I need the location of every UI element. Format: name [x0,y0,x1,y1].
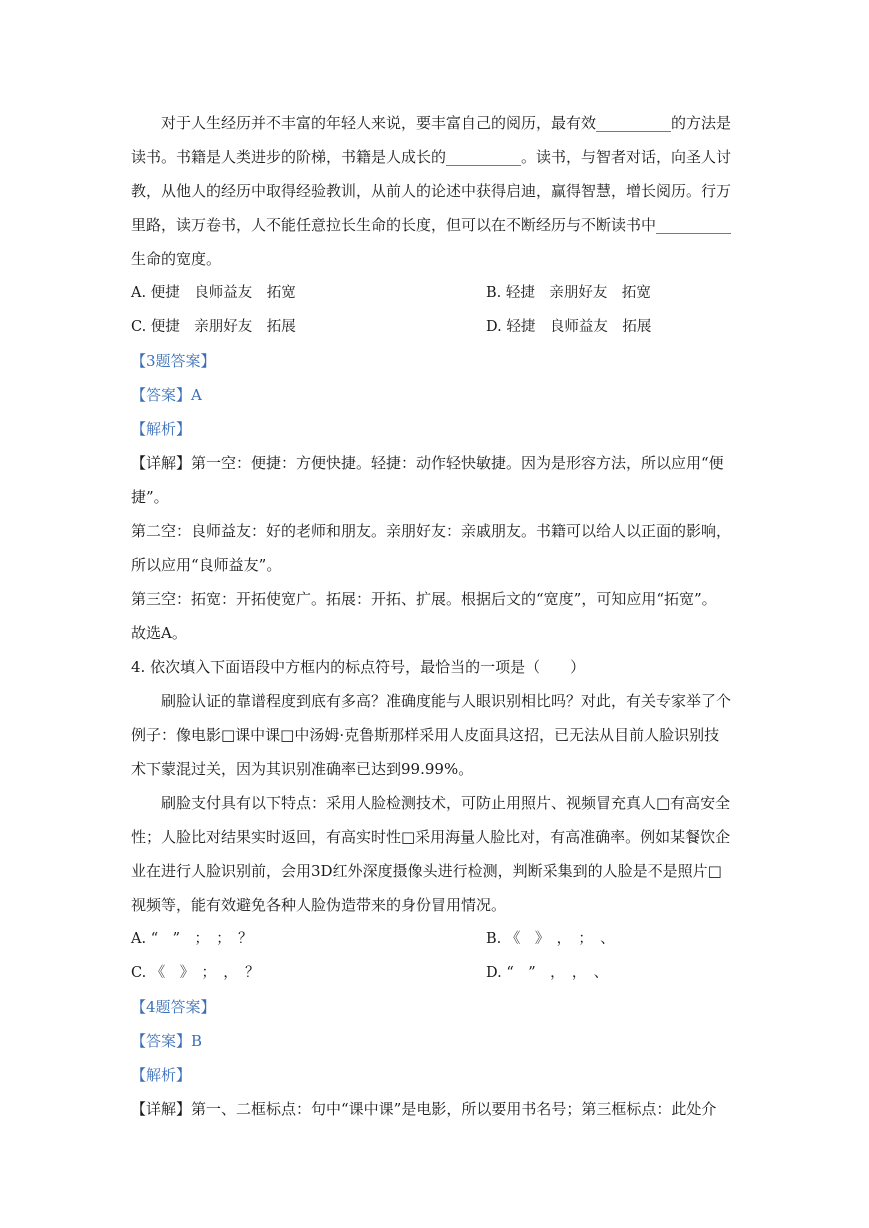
q3-answer-line: 【答案】A [131,386,202,404]
q3-detail-line: 故选A。 [131,624,187,642]
q4-passage2-line: 刷脸支付具有以下特点：采用人脸检测技术，可防止用照片、视频冒充真人□有高安全 [161,794,731,812]
q3-passage-line: 教，从他人的经历中取得经验教训，从前人的论述中获得启迪，赢得智慧，增长阅历。行万 [131,182,732,200]
q4-option-a: A. “ ” ； ； ？ [131,931,253,947]
q3-passage-line: 读书。书籍是人类进步的阶梯，书籍是人成长的__________。读书，与智者对话，向圣人讨 [131,148,732,166]
q3-detail-line: 所以应用“良师益友”。 [131,556,282,574]
q4-passage2-line: 业在进行人脸识别前，会用3D红外深度摄像头进行检测，判断采集到的人脸是不是照片□ [131,862,722,880]
q3-detail-line: 【详解】第一空：便捷：方便快捷。轻捷：动作轻快敏捷。因为是形容方法，所以应用“便 [131,454,724,472]
q4-passage1-line: 例子：像电影□课中课□中汤姆·克鲁斯那样采用人皮面具这招，已无法从目前人脸识别技 [131,726,720,744]
q3-option-d: D. 轻捷 良师益友 拓展 [486,319,652,335]
q4-passage1-line: 术下蒙混过关，因为其识别准确率已达到99.99%。 [131,760,474,778]
q3-answer-header: 【3题答案】 [131,352,216,370]
q4-answer-header: 【4题答案】 [131,998,216,1016]
q4-stem: 4. 依次填入下面语段中方框内的标点符号，最恰当的一项是（ ） [131,658,586,676]
q3-option-b: B. 轻捷 亲朋好友 拓宽 [486,285,651,301]
q4-detail-line: 【详解】第一、二框标点：句中“课中课”是电影，所以要用书名号；第三框标点：此处介 [131,1100,717,1118]
q4-passage1-line: 刷脸认证的靠谱程度到底有多高？准确度能与人眼识别相比吗？对此，有关专家举了个 [161,692,732,710]
q4-option-d: D. “ ” ， ， 、 [486,965,609,981]
q3-passage-line: 生命的宽度。 [131,250,222,268]
q3-analysis-header: 【解析】 [131,420,192,438]
q3-detail-line: 第三空：拓宽：开拓使宽广。拓展：开拓、扩展。根据后文的“宽度”，可知应用“拓宽”。 [131,590,717,608]
q3-option-c: C. 便捷 亲朋好友 拓展 [131,319,296,335]
q4-answer-line: 【答案】B [131,1032,203,1050]
q4-analysis-header: 【解析】 [131,1066,192,1084]
q3-detail-line: 第二空：良师益友：好的老师和朋友。亲朋好友：亲戚朋友。书籍可以给人以正面的影响， [131,522,732,540]
q3-passage-line: 里路，读万卷书，人不能任意拉长生命的长度，但可以在不断经历与不断读书中__________ [131,216,732,234]
q4-option-c: C. 《 》 ； ， ？ [131,965,260,981]
q4-option-b: B. 《 》 ， ； 、 [486,931,615,947]
q4-passage2-line: 性；人脸比对结果实时返回，有高实时性□采用海量人脸比对，有高准确率。例如某餐饮企 [131,828,731,846]
q4-passage2-line: 视频等，能有效避免各种人脸伪造带来的身份冒用情况。 [131,896,507,914]
q3-passage-line: 对于人生经历并不丰富的年轻人来说，要丰富自己的阅历，最有效__________的方法是 [161,114,732,132]
q3-option-a: A. 便捷 良师益友 拓宽 [131,285,296,301]
q3-detail-line: 捷”。 [131,488,169,506]
